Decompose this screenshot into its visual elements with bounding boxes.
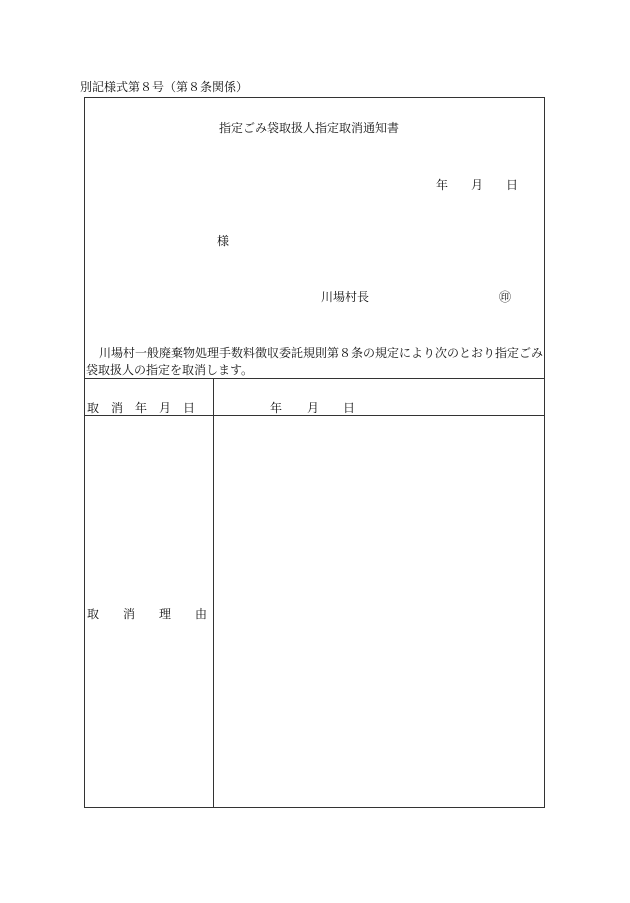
cancel-date-day: 日 — [343, 401, 356, 415]
form-number: 別記様式第８号（第８条関係） — [80, 80, 249, 94]
body-text-line-1: 川場村一般廃棄物処理手数料徴収委託規則第８条の規定により次のとおり指定ごみ — [99, 346, 544, 360]
issue-date-year: 年 — [436, 178, 449, 192]
cancel-date-month: 月 — [307, 401, 320, 415]
issuer-name: 川場村長 — [321, 290, 370, 304]
table-top-rule — [84, 378, 545, 379]
issue-date-month: 月 — [471, 178, 484, 192]
issue-date-day: 日 — [506, 178, 519, 192]
cancel-date-year: 年 — [270, 401, 283, 415]
addressee-suffix: 様 — [217, 234, 230, 248]
cancel-reason-field[interactable] — [214, 416, 544, 807]
cancel-date-label: 取 消 年 月 日 — [87, 401, 196, 415]
document-title: 指定ごみ袋取扱人指定取消通知書 — [219, 121, 400, 135]
body-text-line-2: 袋取扱人の指定を取消します。 — [86, 363, 254, 377]
seal-mark: ㊞ — [499, 290, 512, 304]
cancel-reason-label: 取 消 理 由 — [87, 607, 208, 621]
